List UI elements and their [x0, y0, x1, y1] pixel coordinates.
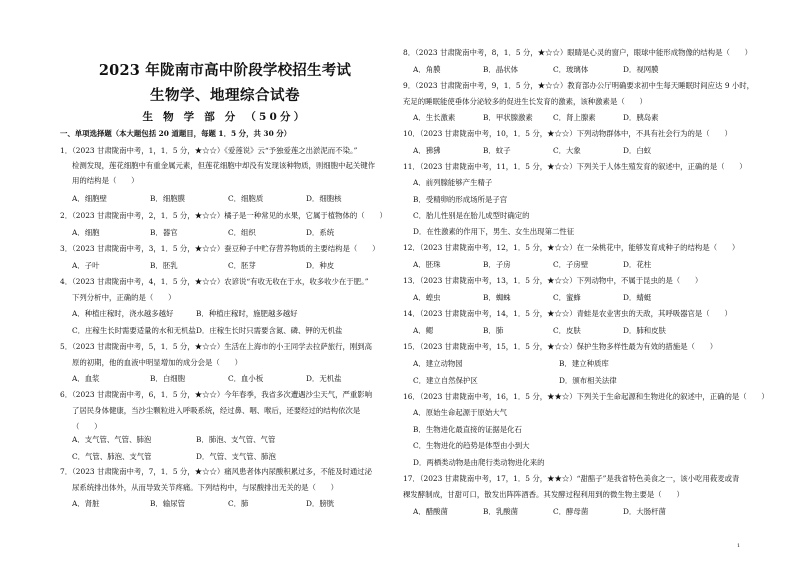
option-b-row: [413, 426, 522, 435]
option-a[interactable]: A．狒狒: [413, 146, 441, 155]
option-b[interactable]: B．肺: [483, 326, 504, 335]
options-q2: [72, 229, 334, 238]
question-text: 了居民身体健康，当沙尘颗粒进入呼吸系统，经过鼻、咽、喉后，还要经过的结构依次是: [72, 406, 361, 415]
options-q9: [413, 114, 659, 123]
question-text: 下列分析中，正确的是（ ）: [72, 293, 176, 302]
option-b-row: [413, 196, 507, 205]
question-4: [60, 278, 369, 303]
option-b[interactable]: B．输尿管: [150, 499, 185, 508]
question-text: 4．（2023 甘肃陇南中考，4，1．5 分，★☆☆）农谚说“有收无收在于水，收多收少在于肥。”: [60, 277, 369, 286]
question-text: 用的结构是（ ）: [72, 176, 139, 185]
exam-subtitle: 生物学、地理综合试卷: [150, 87, 300, 104]
option-b[interactable]: B．肺泡、支气管、气管: [196, 435, 276, 444]
option-c[interactable]: C．生物进化的趋势是体型由小到大: [413, 441, 530, 450]
option-b[interactable]: B．受精卵的形成场所是子宫: [413, 195, 508, 204]
option-a[interactable]: A．原始生命起源于原始大气: [413, 408, 508, 417]
option-d[interactable]: D．视网膜: [623, 65, 659, 74]
question-text: 16．（2023 甘肃陇南中考，16，1．5 分，★★☆）下列关于生命起源和生物进化的叙述中，正确的是（ ）: [403, 392, 769, 401]
question-text: 13．（2023 甘肃陇南中考，13，1．5 分，★☆☆）下列动物中，不属于昆虫的是（ ）: [403, 276, 703, 285]
options-q10: [413, 147, 651, 156]
option-a[interactable]: A．鳃: [413, 326, 434, 335]
question-text: 12．（2023 甘肃陇南中考，12，1．5 分，★☆☆）在一朵桃花中，能够发育成种子的结构是（ ）: [403, 243, 740, 252]
question-6: [60, 391, 372, 432]
page-number: 1: [737, 543, 741, 549]
option-a[interactable]: A．角膜: [413, 65, 441, 74]
option-d[interactable]: D．两栖类动物是由爬行类动物进化来的: [413, 458, 545, 467]
option-b[interactable]: B．乳酸菌: [483, 507, 518, 516]
option-b[interactable]: B．器官: [150, 228, 178, 237]
options-q5: [72, 375, 342, 384]
option-d[interactable]: D．膀胱: [306, 499, 335, 508]
option-c[interactable]: C．气管、肺泡、支气管: [72, 452, 152, 461]
option-d[interactable]: D．胰岛素: [623, 113, 659, 122]
question-text: 8．（2023 甘肃陇南中考，8，1．5 分，★☆☆）眼睛是心灵的窗户，眼球中能形成物像的结构是（ ）: [403, 48, 753, 57]
options-q13: [413, 294, 651, 303]
option-a[interactable]: A．生长激素: [413, 113, 456, 122]
option-d[interactable]: D．花柱: [623, 260, 652, 269]
question-2: [60, 212, 387, 221]
option-d[interactable]: D．在性激素的作用下，男生、女生出现第二性征: [413, 227, 575, 236]
option-b[interactable]: B．种植庄稼时，施肥越多越好: [196, 309, 298, 318]
option-b[interactable]: B．建立种质库: [559, 359, 609, 368]
option-d[interactable]: D．颁布相关法律: [559, 376, 617, 385]
options-q15-row1: [413, 360, 609, 369]
question-text: 9．（2023 甘肃陇南中考，9，1．5 分，★☆☆）教育部办公厅明确要求初中生每天睡眠时间应达 9 小时，: [403, 81, 755, 90]
option-b[interactable]: B．蚊子: [483, 146, 511, 155]
option-c[interactable]: C．子房壁: [553, 260, 589, 269]
question-text: 11．（2023 甘肃陇南中考，11，1．5 分，★☆☆）下列关于人体生殖发育的叙述中，正确的是（ ）: [403, 162, 747, 171]
question-15: [403, 343, 717, 352]
option-b[interactable]: B．甲状腺激素: [483, 113, 533, 122]
option-c[interactable]: C．胎儿性别是在胎儿成型时确定的: [413, 211, 530, 220]
options-q8: [413, 66, 659, 75]
question-5: [60, 343, 372, 368]
question-text: 6．（2023 甘肃陇南中考，6，1．5 分，★☆☆）今年春季，我省多次遭遇沙尘天气，严重影响: [60, 390, 373, 399]
option-a-row: [413, 179, 492, 188]
option-c[interactable]: C．建立自然保护区: [413, 376, 478, 385]
option-a[interactable]: A．蝗虫: [413, 293, 441, 302]
option-d[interactable]: D．无机盐: [306, 374, 342, 383]
section-heading: 一、单项选择题（本大题包括 20 道题目，每题 1．5 分，共 30 分）: [60, 129, 292, 138]
options-q6-row1: [72, 436, 275, 445]
question-text: 2．（2023 甘肃陇南中考，2，1．5 分，★☆☆）橘子是一种常见的水果，它属于植物体的（ ）: [60, 211, 387, 220]
option-c[interactable]: C．玻璃体: [553, 65, 589, 74]
option-b[interactable]: B．子房: [483, 260, 511, 269]
options-q14: [413, 327, 666, 336]
question-13: [403, 277, 702, 286]
option-c[interactable]: C．胚芽: [228, 261, 256, 270]
option-c[interactable]: C．庄稼生长时需要适量的水和无机盐: [72, 326, 196, 335]
question-text: 14．（2023 甘肃陇南中考，14，1．5 分，★☆☆）青蛙是农业害虫的天敌，其呼吸器官是（ ）: [403, 309, 732, 318]
options-q3: [72, 262, 334, 271]
option-c[interactable]: C．血小板: [228, 374, 264, 383]
option-a-row: [413, 409, 507, 418]
question-8: [403, 49, 752, 58]
question-text: （ ）: [72, 422, 102, 431]
question-11: [403, 163, 747, 172]
options-q4-row1: [72, 310, 298, 319]
question-text: 尿系统排出体外，从而导致关节疼痛。下列结构中，与尿酸排出无关的是（ ）: [72, 483, 339, 492]
question-3: [60, 245, 379, 254]
options-q4-row2: [72, 327, 342, 336]
options-q15-row2: [413, 377, 617, 386]
option-a[interactable]: A．细胞: [72, 228, 100, 237]
option-d[interactable]: D．种皮: [306, 261, 335, 270]
option-c-row: [413, 212, 530, 221]
option-b[interactable]: B．细胞膜: [150, 194, 185, 203]
option-c[interactable]: C．皮肤: [553, 326, 581, 335]
option-c[interactable]: C．肺: [228, 499, 249, 508]
option-d[interactable]: D．细胞核: [306, 194, 342, 203]
question-12: [403, 244, 739, 253]
options-q12: [413, 261, 651, 270]
question-17: [403, 475, 739, 500]
option-b[interactable]: B．白细胞: [150, 374, 185, 383]
question-1: [60, 147, 375, 192]
option-a[interactable]: A．前列腺能够产生精子: [413, 178, 493, 187]
question-text: 原的初期，他的血液中明显增加的成分会是（ ）: [72, 358, 242, 367]
option-d[interactable]: D．白蚁: [623, 146, 652, 155]
option-b[interactable]: B．晶状体: [483, 65, 518, 74]
option-c[interactable]: C．蜜蜂: [553, 293, 581, 302]
section-title: 生 物 学 部 分 （50分）: [142, 111, 308, 123]
options-q1: [72, 195, 342, 204]
option-a[interactable]: A．细胞壁: [72, 194, 107, 203]
option-a[interactable]: A．子叶: [72, 261, 100, 270]
option-d[interactable]: D．庄稼生长时只需要含氮、磷、钾的无机盐: [196, 326, 343, 335]
option-a[interactable]: A．支气管、气管、肺泡: [72, 435, 152, 444]
option-c[interactable]: C．组织: [228, 228, 256, 237]
question-14: [403, 310, 732, 319]
option-a[interactable]: A．胚珠: [413, 260, 441, 269]
option-b[interactable]: B．胚乳: [150, 261, 178, 270]
exam-title: 2023 年陇南市高中阶段学校招生考试: [98, 62, 352, 79]
option-d[interactable]: D．系统: [306, 228, 335, 237]
question-text: 15．（2023 甘肃陇南中考，15，1．5 分，★☆☆）保护生物多样性最为有效的措施是（ ）: [403, 342, 718, 351]
question-text: 3．（2023 甘肃陇南中考，3，1．5 分，★☆☆）蚕豆种子中贮存营养物质的主要结构是（ ）: [60, 244, 380, 253]
question-text: 17．（2023 甘肃陇南中考，17，1．5 分，★★☆）“甜醅子”是我省特色美食之一，该小吃用莜麦或青: [403, 474, 740, 483]
option-d[interactable]: D．蜻蜓: [623, 293, 652, 302]
option-c[interactable]: C．酵母菌: [553, 507, 589, 516]
option-b[interactable]: B．生物进化最直接的证据是化石: [413, 425, 522, 434]
question-7: [60, 468, 372, 493]
option-b[interactable]: B．蜘蛛: [483, 293, 511, 302]
option-a[interactable]: A．醋酸菌: [413, 507, 448, 516]
question-9: [403, 82, 754, 107]
question-text: 10．（2023 甘肃陇南中考，10，1．5 分，★☆☆）下列动物群体中，不具有社会行为的是（ ）: [403, 129, 732, 138]
option-c[interactable]: C．肾上腺素: [553, 113, 596, 122]
option-a[interactable]: A．建立动物园: [413, 359, 463, 368]
option-c[interactable]: C．细胞质: [228, 194, 264, 203]
question-10: [403, 130, 732, 139]
option-a[interactable]: A．种植庄稼时，浇水越多越好: [72, 309, 174, 318]
question-16: [403, 393, 769, 402]
options-q7: [72, 500, 334, 509]
question-text: 5．（2023 甘肃陇南中考，5，1．5 分，★☆☆）生活在上海市的小王同学去拉萨旅行，刚到高: [60, 342, 373, 351]
option-a[interactable]: A．肾脏: [72, 499, 100, 508]
options-q6-row2: [72, 453, 276, 462]
options-q17: [413, 508, 666, 517]
option-d[interactable]: D．大肠杆菌: [623, 507, 666, 516]
option-d-row: [413, 228, 574, 237]
option-c-row: [413, 442, 530, 451]
option-d-row: [413, 459, 545, 468]
question-text: 7．（2023 甘肃陇南中考，7，1．5 分，★☆☆）痛风患者体内尿酸积累过多，不能及时通过泌: [60, 467, 373, 476]
option-a[interactable]: A．血浆: [72, 374, 100, 383]
question-text: 稞发酵制成，甘甜可口，散发出阵阵酒香。其发酵过程利用到的微生物主要是（ ）: [403, 490, 684, 499]
question-text: 检测发现，莲花细胞中有重金属元素，但莲花细胞中却没有发现该种物质，则细胞中起关键作: [72, 161, 376, 170]
question-text: 充足的睡眠能使垂体分泌较多的促进生长发育的激素，该种激素是（ ）: [403, 97, 647, 106]
option-d[interactable]: D．肺和皮肤: [623, 326, 666, 335]
option-d[interactable]: D．气管、支气管、肺泡: [196, 452, 276, 461]
option-c[interactable]: C．大象: [553, 146, 581, 155]
question-text: 1．（2023 甘肃陇南中考，1，1．5 分，★☆☆）《爱莲说》云“予独爱莲之出淤泥而不染。”: [60, 146, 358, 155]
